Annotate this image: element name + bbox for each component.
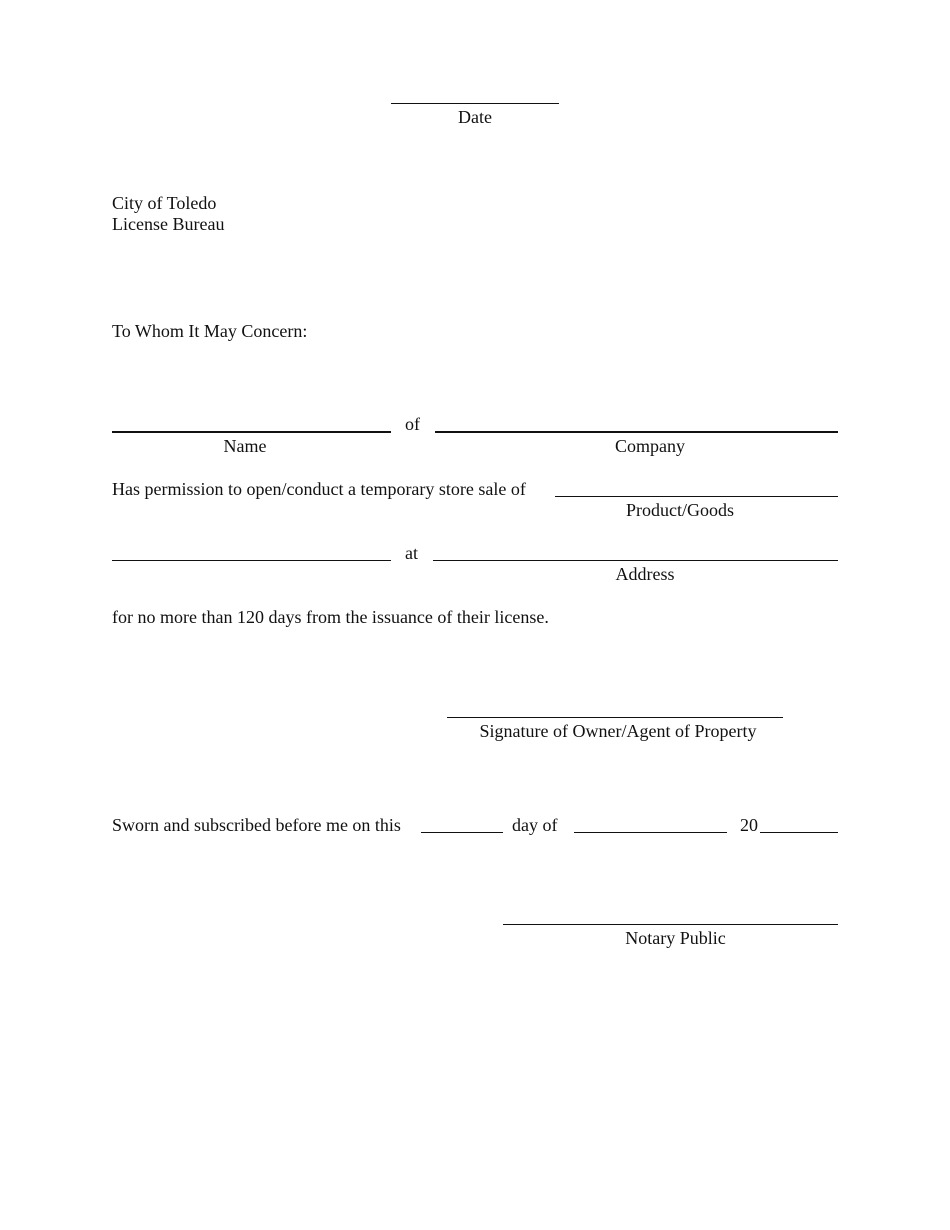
day-line[interactable] xyxy=(421,832,503,833)
signature-label: Signature of Owner/Agent of Property xyxy=(479,721,757,741)
salutation: To Whom It May Concern: xyxy=(112,321,308,341)
product-label: Product/Goods xyxy=(626,500,734,520)
year-prefix: 20 xyxy=(740,815,758,835)
permission-text: Has permission to open/conduct a temporary store sale of xyxy=(112,479,526,499)
company-line[interactable] xyxy=(435,431,838,433)
name-label: Name xyxy=(223,436,267,456)
at-word: at xyxy=(405,543,418,563)
of-word: of xyxy=(405,414,420,434)
date-label: Date xyxy=(458,107,492,127)
date-line[interactable] xyxy=(391,103,559,104)
duration-text: for no more than 120 days from the issuance of their license. xyxy=(112,607,549,627)
recipient-line-2: License Bureau xyxy=(112,214,225,234)
year-line[interactable] xyxy=(760,832,838,833)
notary-line[interactable] xyxy=(503,924,838,925)
name-line[interactable] xyxy=(112,431,391,433)
day-of-word: day of xyxy=(512,815,558,835)
signature-line[interactable] xyxy=(447,717,783,718)
sworn-prefix: Sworn and subscribed before me on this xyxy=(112,815,401,835)
recipient-line-1: City of Toledo xyxy=(112,193,217,213)
product-line[interactable] xyxy=(555,496,838,497)
company-label: Company xyxy=(615,436,685,456)
notary-label: Notary Public xyxy=(625,928,726,948)
address-line[interactable] xyxy=(433,560,838,561)
month-line[interactable] xyxy=(574,832,727,833)
location-line[interactable] xyxy=(112,560,391,561)
address-label: Address xyxy=(615,564,675,584)
